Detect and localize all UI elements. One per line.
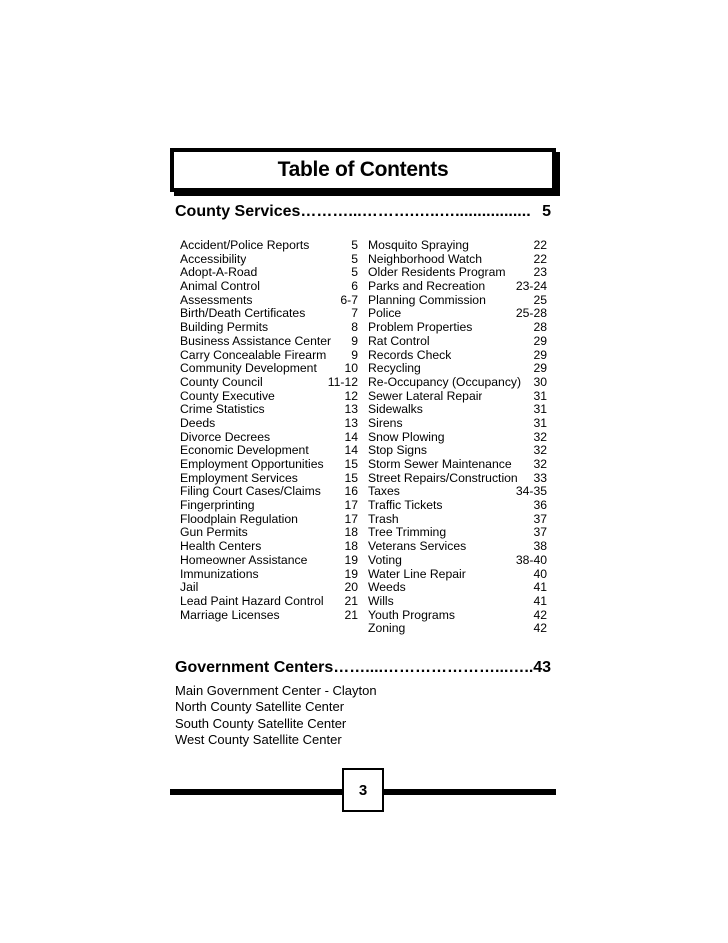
toc-entry-topic: Business Assistance Center — [180, 334, 332, 348]
toc-entry — [180, 321, 358, 335]
toc-entry — [368, 581, 547, 595]
toc-entry-topic: Wills — [368, 594, 394, 608]
toc-entry-page: 38-40 — [515, 552, 547, 567]
toc-entry-page: 18 — [344, 539, 358, 554]
toc-entry-page: 18 — [344, 525, 358, 540]
toc-entry — [368, 335, 547, 349]
toc-entry-topic: Economic Development — [180, 444, 309, 458]
toc-entry-topic: Planning Commission — [368, 293, 486, 307]
toc-entry-topic: Veterans Services — [368, 540, 467, 554]
toc-entry — [180, 294, 358, 308]
toc-entry-topic: Employment Opportunities — [180, 458, 324, 471]
government-center-item: South County Satellite Center — [175, 715, 347, 731]
toc-entry — [368, 307, 547, 321]
services-column-right — [368, 239, 547, 636]
toc-entry-page: 25-28 — [515, 306, 547, 321]
toc-entry-topic: Marriage Licenses — [180, 608, 280, 622]
toc-entry — [368, 417, 547, 431]
toc-entry-page: 31 — [533, 415, 547, 430]
toc-entry-page: 13 — [344, 415, 358, 430]
toc-entry-topic: Voting — [368, 553, 402, 567]
toc-entry-page: 30 — [533, 374, 547, 389]
toc-entry — [368, 444, 547, 458]
toc-entry-topic: Stop Signs — [368, 444, 427, 458]
toc-entry-topic: Youth Programs — [368, 608, 455, 622]
toc-entry-page: 9 — [351, 347, 358, 362]
toc-entry-page: 23-24 — [515, 279, 547, 294]
toc-entry-page: 9 — [351, 333, 358, 348]
toc-entry — [180, 499, 358, 513]
toc-entry — [368, 321, 547, 335]
toc-entry — [368, 622, 547, 636]
toc-entry-topic: Parks and Recreation — [368, 280, 486, 294]
toc-entry-page: 11-12 — [327, 374, 358, 389]
toc-entry-page: 32 — [533, 429, 547, 444]
toc-entry-page: 37 — [533, 511, 547, 526]
toc-entry-page: 32 — [533, 457, 547, 471]
toc-entry — [368, 499, 547, 513]
toc-entry-topic: Animal Control — [180, 280, 260, 294]
toc-entry — [180, 376, 358, 390]
county-services-leader: ………...……….…..…................. — [300, 203, 531, 220]
toc-entry-topic: Trash — [368, 512, 399, 526]
toc-entry-page: 6 — [351, 279, 358, 294]
toc-entry-page: 29 — [533, 361, 547, 376]
toc-entry — [180, 444, 358, 458]
government-center-item: North County Satellite Center — [175, 699, 345, 715]
toc-entry — [368, 403, 547, 417]
toc-entry-page: 34-35 — [515, 484, 547, 499]
toc-entry-page: 22 — [533, 238, 547, 252]
toc-entry-topic: Employment Services — [180, 471, 298, 485]
toc-entry-page: 12 — [344, 388, 358, 403]
toc-entry-page: 7 — [351, 306, 358, 321]
county-services-label: County Services — [175, 203, 301, 220]
toc-entry-topic: Problem Properties — [368, 321, 473, 335]
toc-entry — [368, 513, 547, 527]
toc-entry — [180, 554, 358, 568]
toc-entry — [180, 349, 358, 363]
toc-entry — [180, 513, 358, 527]
toc-entry — [180, 362, 358, 376]
toc-entry-page: 21 — [344, 593, 358, 608]
government-centers-list — [175, 683, 377, 748]
toc-entry-topic: Storm Sewer Maintenance — [368, 458, 512, 471]
toc-entry — [180, 595, 358, 609]
toc-entry-topic: Sewer Lateral Repair — [368, 389, 483, 403]
toc-entry — [180, 581, 358, 595]
toc-entry — [368, 390, 547, 404]
toc-entry — [368, 362, 547, 376]
toc-entry-page: 33 — [533, 470, 547, 485]
toc-entry-page: 5 — [351, 238, 358, 252]
toc-entry-page: 15 — [344, 457, 358, 471]
toc-entry-page: 32 — [533, 443, 547, 458]
toc-entry-topic: Health Centers — [180, 540, 262, 554]
toc-entry — [368, 349, 547, 363]
toc-entry-page: 29 — [533, 347, 547, 362]
toc-entry-topic: Rat Control — [368, 334, 430, 348]
toc-entry-topic: Police — [368, 307, 402, 321]
toc-entry-topic: Neighborhood Watch — [368, 252, 483, 266]
page-number-box — [342, 768, 384, 812]
toc-entry-topic: Building Permits — [180, 321, 269, 335]
toc-entry-page: 36 — [533, 498, 547, 513]
toc-entry — [368, 526, 547, 540]
toc-entry — [180, 458, 358, 472]
toc-entry-topic: Zoning — [368, 622, 406, 636]
toc-entry-topic: Older Residents Program — [368, 266, 506, 280]
toc-entry — [368, 485, 547, 499]
toc-entry-topic: Accessibility — [180, 252, 247, 266]
toc-entry — [180, 253, 358, 267]
government-centers-page: 43 — [533, 659, 551, 676]
toc-entry-page: 8 — [351, 320, 358, 335]
toc-entry-topic: Lead Paint Hazard Control — [180, 594, 324, 608]
toc-entry-page: 16 — [344, 484, 358, 499]
toc-entry-page: 23 — [533, 265, 547, 280]
toc-entry-topic: Traffic Tickets — [368, 499, 443, 513]
toc-entry — [180, 307, 358, 321]
government-centers-leader: ……....…………………...….. — [333, 659, 534, 676]
toc-entry-topic: Birth/Death Certificates — [180, 307, 306, 321]
toc-entry-page: 31 — [533, 402, 547, 417]
toc-entry-topic: Immunizations — [180, 567, 259, 581]
toc-entry-page: 14 — [344, 429, 358, 444]
toc-entry-page: 6-7 — [340, 292, 358, 307]
toc-entry — [180, 568, 358, 582]
services-column-left — [180, 239, 358, 622]
government-center-item: West County Satellite Center — [175, 731, 342, 747]
toc-entry-topic: Street Repairs/Construction — [368, 471, 518, 485]
title-box — [170, 148, 556, 192]
toc-entry — [180, 417, 358, 431]
toc-entry-topic: Filing Court Cases/Claims — [180, 485, 321, 499]
toc-entry — [368, 595, 547, 609]
toc-entry-topic: Divorce Decrees — [180, 430, 271, 444]
toc-entry — [180, 540, 358, 554]
toc-entry — [180, 266, 358, 280]
toc-entry-topic: County Executive — [180, 389, 275, 403]
toc-entry-page: 20 — [344, 580, 358, 595]
toc-entry-topic: Homeowner Assistance — [180, 553, 308, 567]
toc-entry-page: 15 — [344, 470, 358, 485]
toc-entry — [368, 431, 547, 445]
toc-entry-topic: Tree Trimming — [368, 526, 447, 540]
toc-entry-topic: Water Line Repair — [368, 567, 466, 581]
toc-entry — [368, 239, 547, 253]
toc-entry — [368, 253, 547, 267]
toc-entry-topic: Snow Plowing — [368, 430, 445, 444]
toc-entry — [368, 540, 547, 554]
toc-entry-topic: Community Development — [180, 362, 317, 376]
toc-entry-page: 13 — [344, 402, 358, 417]
toc-entry-topic: Records Check — [368, 348, 452, 362]
toc-entry-topic: Taxes — [368, 485, 400, 499]
toc-entry-page: 41 — [533, 593, 547, 608]
toc-entry — [368, 568, 547, 582]
toc-entry-page: 17 — [344, 498, 358, 513]
toc-entry-page: 42 — [533, 621, 547, 636]
toc-entry-topic: Weeds — [368, 581, 406, 595]
toc-entry-topic: County Council — [180, 375, 263, 389]
toc-entry — [180, 485, 358, 499]
toc-entry — [368, 266, 547, 280]
toc-entry-page: 14 — [344, 443, 358, 458]
toc-entry — [368, 609, 547, 623]
government-centers-heading — [175, 659, 551, 677]
toc-entry-page: 31 — [533, 388, 547, 403]
county-services-heading — [175, 203, 551, 221]
toc-entry-topic: Crime Statistics — [180, 403, 265, 417]
government-center-item: Main Government Center - Clayton — [175, 683, 377, 698]
toc-entry — [180, 472, 358, 486]
toc-entry — [368, 458, 547, 472]
toc-entry — [368, 554, 547, 568]
toc-entry — [368, 280, 547, 294]
toc-entry-page: 19 — [344, 566, 358, 581]
toc-entry-page: 28 — [533, 320, 547, 335]
page-title: Table of Contents — [277, 158, 449, 181]
toc-entry-page: 42 — [533, 607, 547, 622]
toc-entry-topic: Floodplain Regulation — [180, 512, 298, 526]
toc-entry-page: 22 — [533, 251, 547, 266]
toc-entry-topic: Fingerprinting — [180, 499, 255, 513]
toc-entry-page: 17 — [344, 511, 358, 526]
toc-entry-topic: Carry Concealable Firearm — [180, 348, 327, 362]
toc-entry — [180, 403, 358, 417]
toc-entry-topic: Jail — [180, 581, 199, 595]
toc-entry-topic: Recycling — [368, 362, 421, 376]
toc-entry-topic: Gun Permits — [180, 526, 248, 540]
toc-entry-page: 21 — [344, 607, 358, 622]
toc-entry-topic: Deeds — [180, 416, 216, 430]
footer-rule-left — [170, 789, 342, 795]
toc-entry-page: 37 — [533, 525, 547, 540]
toc-entry-topic: Sirens — [368, 416, 403, 430]
toc-entry-page: 41 — [533, 580, 547, 595]
toc-entry — [180, 609, 358, 623]
toc-entry-page: 5 — [351, 265, 358, 280]
toc-entry-page: 19 — [344, 552, 358, 567]
toc-entry-page: 40 — [533, 566, 547, 581]
toc-entry-topic: Adopt-A-Road — [180, 266, 258, 280]
toc-entry-topic: Mosquito Spraying — [368, 239, 469, 252]
toc-entry — [180, 431, 358, 445]
toc-entry-page: 29 — [533, 333, 547, 348]
toc-entry — [180, 280, 358, 294]
toc-entry — [180, 526, 358, 540]
toc-entry — [368, 294, 547, 308]
toc-entry-topic: Assessments — [180, 293, 253, 307]
toc-entry — [368, 472, 547, 486]
toc-entry-topic: Re-Occupancy (Occupancy) — [368, 375, 522, 389]
county-services-page: 5 — [542, 203, 551, 220]
toc-entry-page: 10 — [344, 361, 358, 376]
toc-entry — [180, 335, 358, 349]
page-number: 3 — [358, 781, 368, 799]
toc-entry-topic: Accident/Police Reports — [180, 239, 310, 252]
toc-entry-topic: Sidewalks — [368, 403, 423, 417]
government-centers-label: Government Centers — [175, 659, 334, 676]
footer-rule-right — [384, 789, 556, 795]
toc-entry — [180, 239, 358, 253]
toc-entry-page: 38 — [533, 539, 547, 554]
toc-entry-page: 25 — [533, 292, 547, 307]
toc-entry — [368, 376, 547, 390]
toc-entry — [180, 390, 358, 404]
toc-entry-page: 5 — [351, 251, 358, 266]
